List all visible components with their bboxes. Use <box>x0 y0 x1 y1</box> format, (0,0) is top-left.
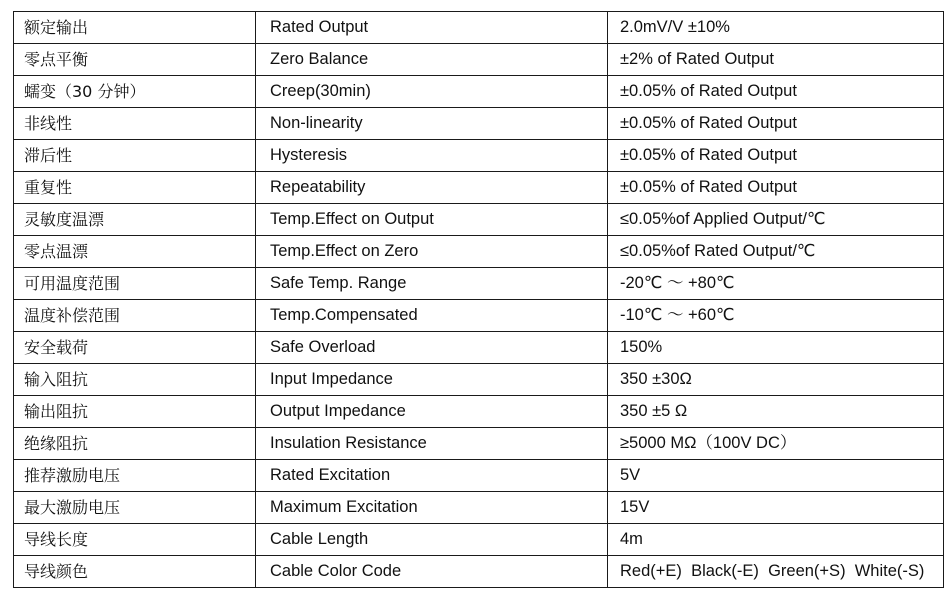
param-name-en: Safe Temp. Range <box>256 268 608 300</box>
param-name-en: Temp.Effect on Zero <box>256 236 608 268</box>
param-name-zh: 非线性 <box>14 108 256 140</box>
param-name-en: Creep(30min) <box>256 76 608 108</box>
param-name-en: Cable Length <box>256 524 608 556</box>
table-row <box>14 76 944 108</box>
param-name-en: Hysteresis <box>256 140 608 172</box>
param-name-zh: 最大激励电压 <box>14 492 256 524</box>
param-value: 350 ±5 Ω <box>608 396 944 428</box>
param-name-zh: 推荐激励电压 <box>14 460 256 492</box>
param-value: ≤0.05%of Applied Output/℃ <box>608 204 944 236</box>
param-name-zh: 导线长度 <box>14 524 256 556</box>
param-name-en: Safe Overload <box>256 332 608 364</box>
param-name-en: Non-linearity <box>256 108 608 140</box>
table-row <box>14 300 944 332</box>
param-name-zh: 重复性 <box>14 172 256 204</box>
param-name-en: Output Impedance <box>256 396 608 428</box>
table-row <box>14 332 944 364</box>
spec-table-body <box>14 12 944 588</box>
table-row <box>14 492 944 524</box>
param-name-zh: 导线颜色 <box>14 556 256 588</box>
param-value: 15V <box>608 492 944 524</box>
table-row <box>14 460 944 492</box>
param-name-en: Zero Balance <box>256 44 608 76</box>
param-name-en: Maximum Excitation <box>256 492 608 524</box>
param-value: ≥5000 MΩ（100V DC） <box>608 428 944 460</box>
param-name-en: Insulation Resistance <box>256 428 608 460</box>
table-row <box>14 268 944 300</box>
param-value: Red(+E) Black(-E) Green(+S) White(-S) <box>608 556 944 588</box>
param-name-zh: 温度补偿范围 <box>14 300 256 332</box>
table-row <box>14 524 944 556</box>
param-name-zh: 安全载荷 <box>14 332 256 364</box>
table-row <box>14 172 944 204</box>
table-row <box>14 44 944 76</box>
param-value: ±0.05% of Rated Output <box>608 172 944 204</box>
param-name-zh: 滞后性 <box>14 140 256 172</box>
table-row <box>14 108 944 140</box>
param-value: 4m <box>608 524 944 556</box>
param-name-zh: 可用温度范围 <box>14 268 256 300</box>
param-name-en: Temp.Compensated <box>256 300 608 332</box>
param-value: ±0.05% of Rated Output <box>608 140 944 172</box>
param-value: ≤0.05%of Rated Output/℃ <box>608 236 944 268</box>
table-row <box>14 140 944 172</box>
param-name-en: Repeatability <box>256 172 608 204</box>
param-value: ±0.05% of Rated Output <box>608 108 944 140</box>
param-name-en: Rated Excitation <box>256 460 608 492</box>
table-row <box>14 236 944 268</box>
table-row <box>14 396 944 428</box>
param-name-en: Cable Color Code <box>256 556 608 588</box>
param-value: -10℃ ～ +60℃ <box>608 300 944 332</box>
param-name-zh: 绝缘阻抗 <box>14 428 256 460</box>
param-name-zh: 输入阻抗 <box>14 364 256 396</box>
param-name-zh: 蠕变（30 分钟） <box>14 76 256 108</box>
param-name-zh: 零点平衡 <box>14 44 256 76</box>
param-value: 150% <box>608 332 944 364</box>
param-value: 5V <box>608 460 944 492</box>
param-name-zh: 额定输出 <box>14 12 256 44</box>
param-value: -20℃ ～ +80℃ <box>608 268 944 300</box>
spec-table <box>13 11 944 588</box>
param-name-zh: 零点温漂 <box>14 236 256 268</box>
param-value: ±0.05% of Rated Output <box>608 76 944 108</box>
param-name-zh: 灵敏度温漂 <box>14 204 256 236</box>
param-value: 350 ±30Ω <box>608 364 944 396</box>
param-name-zh: 输出阻抗 <box>14 396 256 428</box>
table-row <box>14 428 944 460</box>
param-value: 2.0mV/V ±10% <box>608 12 944 44</box>
param-name-en: Temp.Effect on Output <box>256 204 608 236</box>
table-row <box>14 556 944 588</box>
table-row <box>14 12 944 44</box>
param-value: ±2% of Rated Output <box>608 44 944 76</box>
table-row <box>14 364 944 396</box>
table-row <box>14 204 944 236</box>
param-name-en: Input Impedance <box>256 364 608 396</box>
param-name-en: Rated Output <box>256 12 608 44</box>
